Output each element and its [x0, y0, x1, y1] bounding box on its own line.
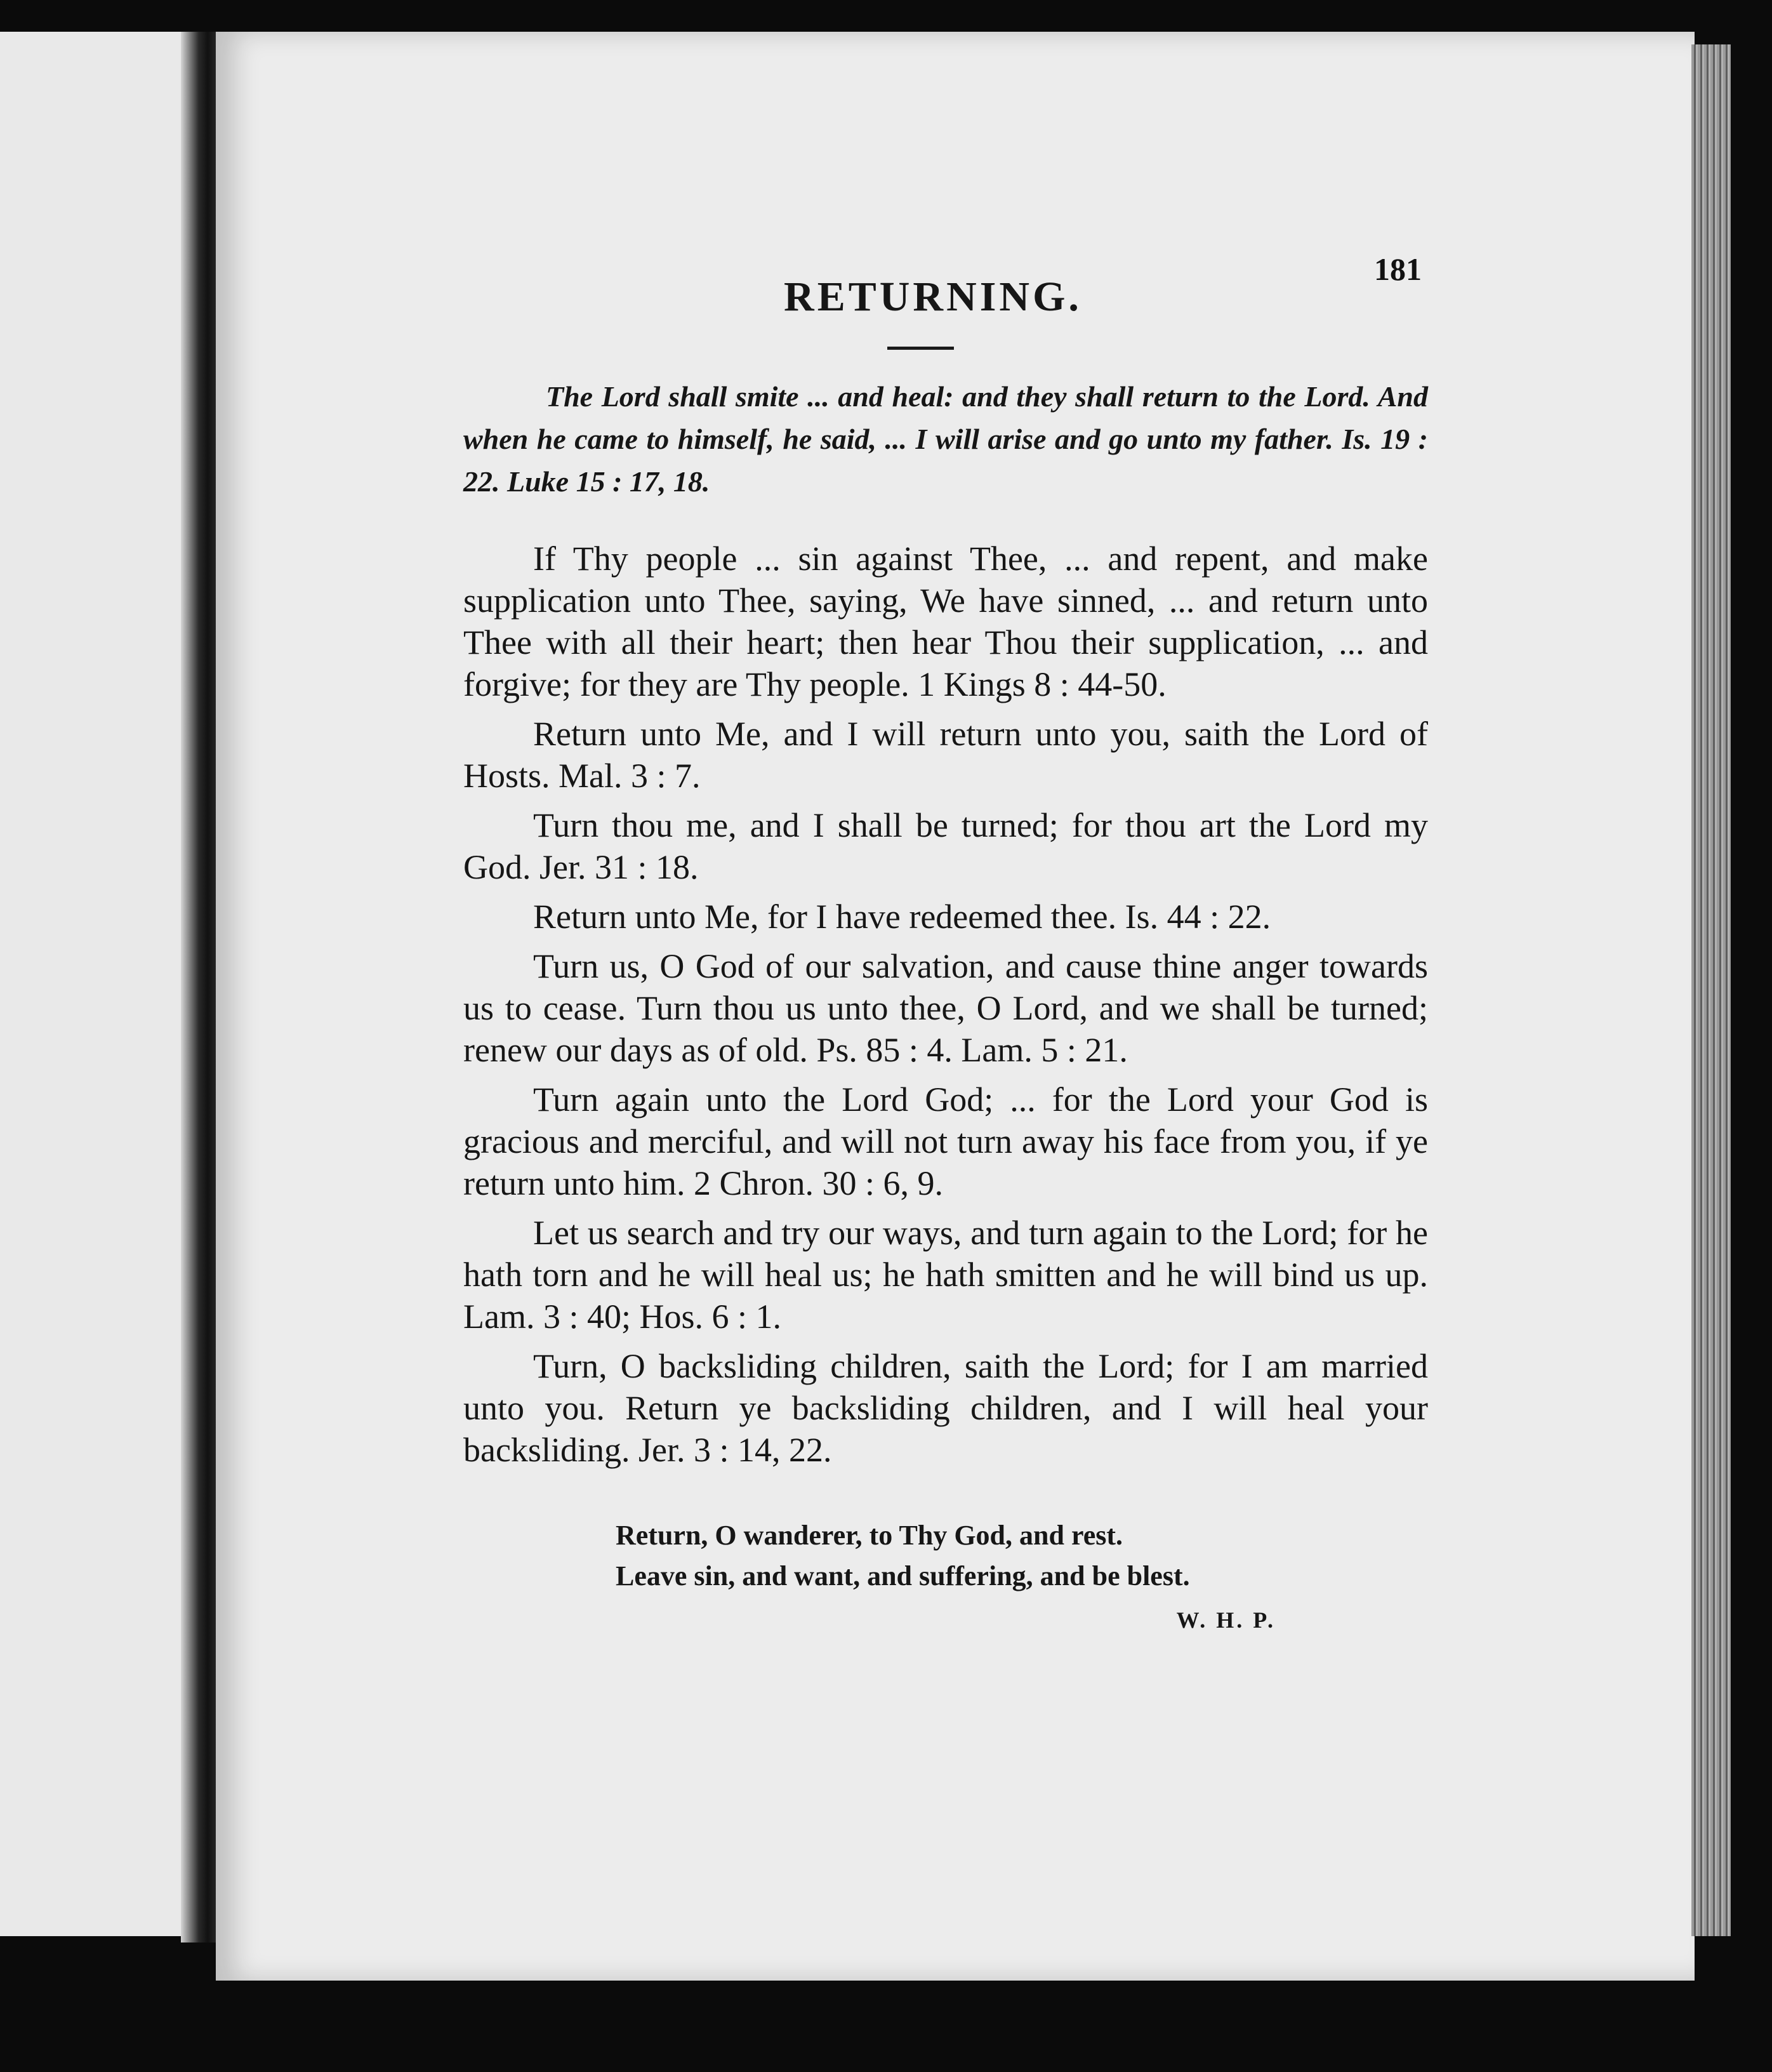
facing-page: [0, 32, 181, 1936]
page-content: [463, 235, 1428, 1633]
verse-paragraph: If Thy people ... sin against Thee, ... and repent, and make supplication unto Thee, saying, We have sinned, ... and return unto Thee with all their heart; then hear Thou their supplication, ... and forgive; for they are Thy people. 1 Kings 8 : 44-50.: [463, 540, 1428, 703]
verse-paragraph: Turn, O backsliding children, saith the Lord; for I am married unto you. Return ye backsliding children, and I will heal your backsliding. Jer. 3 : 14, 22.: [463, 1347, 1428, 1469]
title-divider: [887, 347, 954, 350]
page-number: 181: [1374, 251, 1422, 287]
page-title: RETURNING.: [784, 274, 1082, 320]
verse-paragraph: Turn again unto the Lord God; ... for the Lord your God is gracious and merciful, and will not turn away his face from you, if ye return unto him. 2 Chron. 30 : 6, 9.: [463, 1080, 1428, 1202]
epigraph: The Lord shall smite ... and heal: and they shall return to the Lord. And when he came to himself, he said, ... I will arise and go unto my father. Is. 19 : 22. Luke 15 : 17, 18.: [463, 380, 1428, 498]
verse-paragraph: Let us search and try our ways, and turn again to the Lord; for he hath torn and he will heal us; he hath smitten and he will bind us up. Lam. 3 : 40; Hos. 6 : 1.: [463, 1214, 1428, 1336]
closing-poem: [616, 1515, 1428, 1597]
verse-paragraph: Turn us, O God of our salvation, and cause thine anger towards us to cease. Turn thou us unto thee, O Lord, and we shall be turned; renew our days as of old. Ps. 85 : 4. Lam. 5 : 21.: [463, 947, 1428, 1069]
verse-paragraph: Turn thou me, and I shall be turned; for thou art the Lord my God. Jer. 31 : 18.: [463, 806, 1428, 886]
verse-paragraph: Return unto Me, and I will return unto you, saith the Lord of Hosts. Mal. 3 : 7.: [463, 715, 1428, 795]
poem-line: Return, O wanderer, to Thy God, and rest.: [616, 1520, 1123, 1551]
page-edges: [1691, 44, 1731, 1936]
poem-line: Leave sin, and want, and suffering, and be blest.: [616, 1560, 1190, 1591]
verse-paragraph: Return unto Me, for I have redeemed thee. Is. 44 : 22.: [533, 898, 1271, 936]
poem-signature: W. H. P.: [1176, 1607, 1276, 1633]
